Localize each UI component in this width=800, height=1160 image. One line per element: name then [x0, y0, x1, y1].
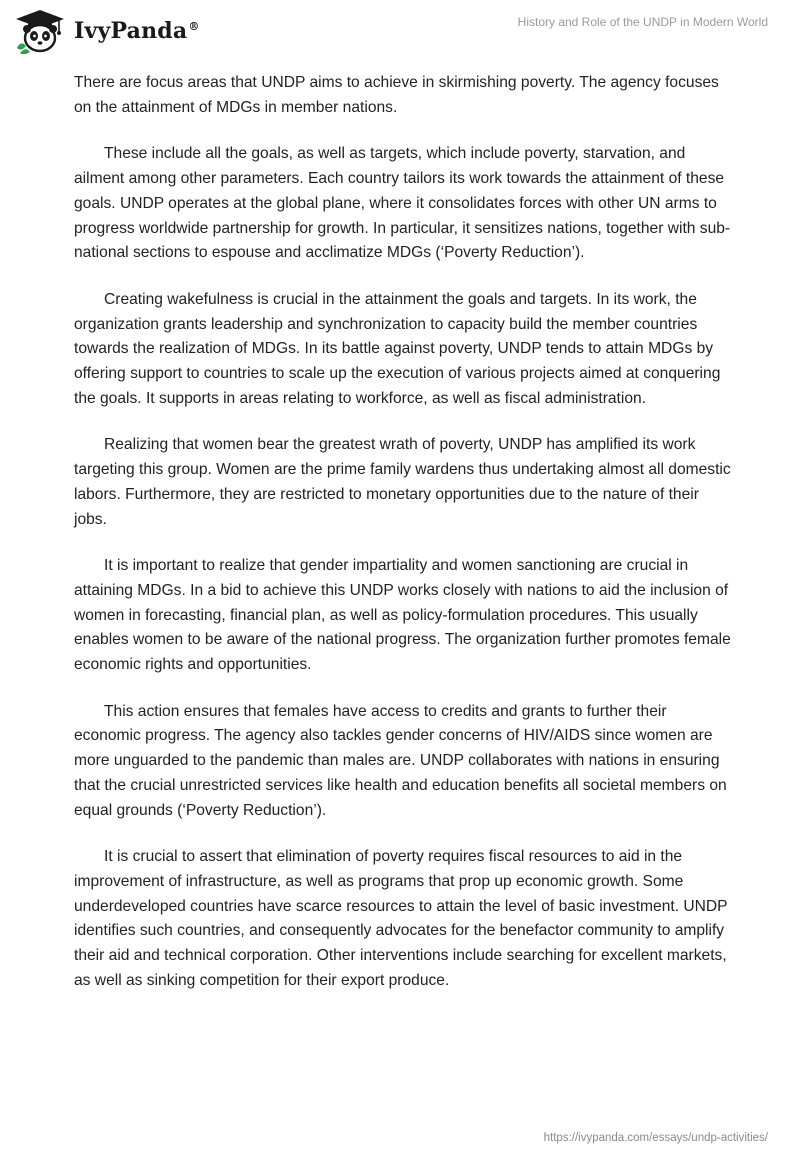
paragraph: These include all the goals, as well as targets, which include poverty, starvation, and ailment among other parameters. Each country tailors its work towards the attainment of these goals. UNDP operates at the global plane, where it consolidates forces with other UN arms to progress worldwide partnership for growth. In particular, it sensitizes nations, together with sub-national sections to espouse and acclimatize MDGs (‘Poverty Reduction’).: [74, 145, 731, 262]
document-title: History and Role of the UNDP in Modern World: [517, 15, 768, 29]
registered-mark: ®: [188, 19, 200, 33]
paragraph: There are focus areas that UNDP aims to achieve in skirmishing poverty. The agency focuses on the attainment of MDGs in member nations.: [74, 74, 719, 116]
source-url[interactable]: https://ivypanda.com/essays/undp-activities/: [543, 1132, 768, 1144]
paragraph: Realizing that women bear the greatest wrath of poverty, UNDP has amplified its work targeting this group. Women are the prime family wardens thus undertaking almost all domestic labors. Furthermore, they are restricted to monetary opportunities due to the nature of their jobs.: [74, 436, 731, 528]
paragraph: Creating wakefulness is crucial in the attainment the goals and targets. In its work, the organization grants leadership and synchronization to capacity build the member countries towards the realization of MDGs. In its battle against poverty, UNDP tends to attain MDGs by offering support to countries to scale up the execution of various projects aimed at conquering the goals. It supports in areas relating to workforce, as well as fiscal administration.: [74, 290, 721, 407]
essay-body: [74, 71, 734, 1016]
logo[interactable]: [12, 8, 200, 54]
paragraph: It is crucial to assert that elimination of poverty requires fiscal resources to aid in the improvement of infrastructure, as well as programs that prop up economic growth. Some underdeveloped countries have scarce resources to attain the level of basic investment. UNDP identifies such countries, and consequently advocates for the benefactor community to amplify their aid and technical corporation. Other interventions include searching for excellent markets, as well as sinking competition for their export produce.: [74, 848, 728, 989]
paragraph: It is important to realize that gender impartiality and women sanctioning are crucial in attaining MDGs. In a bid to achieve this UNDP works closely with nations to aid the inclusion of women in forecasting, financial plan, as well as policy-formulation procedures. This usually enables women to be aware of the national progress. The organization further promotes female economic rights and opportunities.: [74, 557, 731, 674]
paragraph: This action ensures that females have access to credits and grants to further their economic progress. The agency also tackles gender concerns of HIV/AIDS since women are more unguarded to the pandemic than males are. UNDP collaborates with nations in ensuring that the crucial unrestricted services like health and education benefits all societal members on equal grounds (‘Poverty Reduction’).: [74, 702, 727, 819]
brand-name: IvyPanda®: [74, 18, 200, 44]
panda-logo-icon: [12, 8, 68, 54]
page-header: [0, 0, 800, 64]
